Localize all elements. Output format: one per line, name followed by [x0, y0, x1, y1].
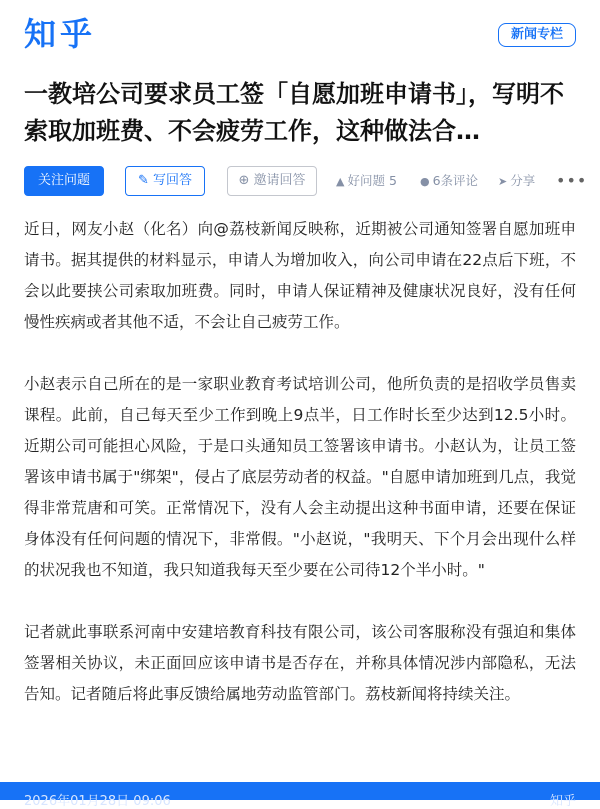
invite-icon: ⊕: [238, 173, 250, 188]
footer-brand: 知乎: [549, 794, 576, 809]
write-answer-label: 写回答: [152, 173, 192, 188]
comments-label: 6条评论: [432, 173, 479, 188]
question-title[interactable]: 一教培公司要求员工签「自愿加班申请书」，写明不索取加班费、不会疲劳工作，这种做法合…: [24, 80, 564, 145]
comments-button[interactable]: [420, 166, 478, 196]
follow-question-label: 关注问题: [37, 173, 90, 188]
thumb-up-icon: ▲: [336, 175, 345, 188]
invite-answer-label: 邀请回答: [253, 173, 306, 188]
follow-question-button[interactable]: [24, 166, 104, 196]
header: [0, 0, 600, 70]
pencil-icon: ✎: [138, 173, 149, 188]
publish-date: 2026年01月28日 09:06: [24, 794, 171, 809]
article-paragraph: 近日，网友小赵（化名）向@荔枝新闻反映称，近期被公司通知签署自愿加班申请书。据其提供的材料显示，申请人为增加收入，向公司申请在22点后下班，不会以此要挟公司索取加班费。同时，申请人保证精神及健康状况良好，没有任何慢性疾病或者其他不适，不会让自己疲劳工作。: [24, 220, 576, 331]
comment-icon: ●: [420, 175, 430, 188]
article-body: [24, 214, 576, 741]
share-icon: ➤: [498, 175, 508, 188]
more-options-button[interactable]: [556, 166, 587, 196]
good-question-button[interactable]: [336, 166, 397, 196]
question-action-bar: [24, 166, 588, 196]
good-question-label: 好问题 5: [347, 173, 397, 188]
footer-bar: [0, 782, 600, 809]
news-column-badge[interactable]: 新闻专栏: [498, 23, 576, 47]
article-paragraph: 小赵表示自己所在的是一家职业教育考试培训公司，他所负责的是招收学员售卖课程。此前，自己每天至少工作到晚上9点半，日工作时长至少达到12.5小时。近期公司可能担心风险，于是口头通知员工签署该申请书。小赵认为，让员工签署该申请书属于"绑架"，侵占了底层劳动者的权益。"自愿申请加班到几点，我觉得非常荒唐和可笑。正常情况下，没有人会主动提出这种书面申请，还要在保证身体没有任何问题的情况下，非常假。"小赵说，"我明天、下个月会出现什么样的状况我也不知道，我只知道我每天至少要在公司待12个半小时。": [24, 375, 576, 579]
write-answer-button[interactable]: [125, 166, 205, 196]
zhihu-logo[interactable]: 知乎: [24, 15, 97, 53]
article-paragraph: 记者就此事联系河南中安建培教育科技有限公司，该公司客服称没有强迫和集体签署相关协议，未正面回应该申请书是否存在，并称具体情况涉内部隐私，无法告知。记者随后将此事反馈给属地劳动监管部门。荔枝新闻将持续关注。: [24, 623, 576, 703]
share-label: 分享: [510, 173, 536, 188]
share-button[interactable]: [498, 166, 535, 196]
more-icon: •••: [556, 171, 588, 190]
invite-answer-button[interactable]: [227, 166, 317, 196]
